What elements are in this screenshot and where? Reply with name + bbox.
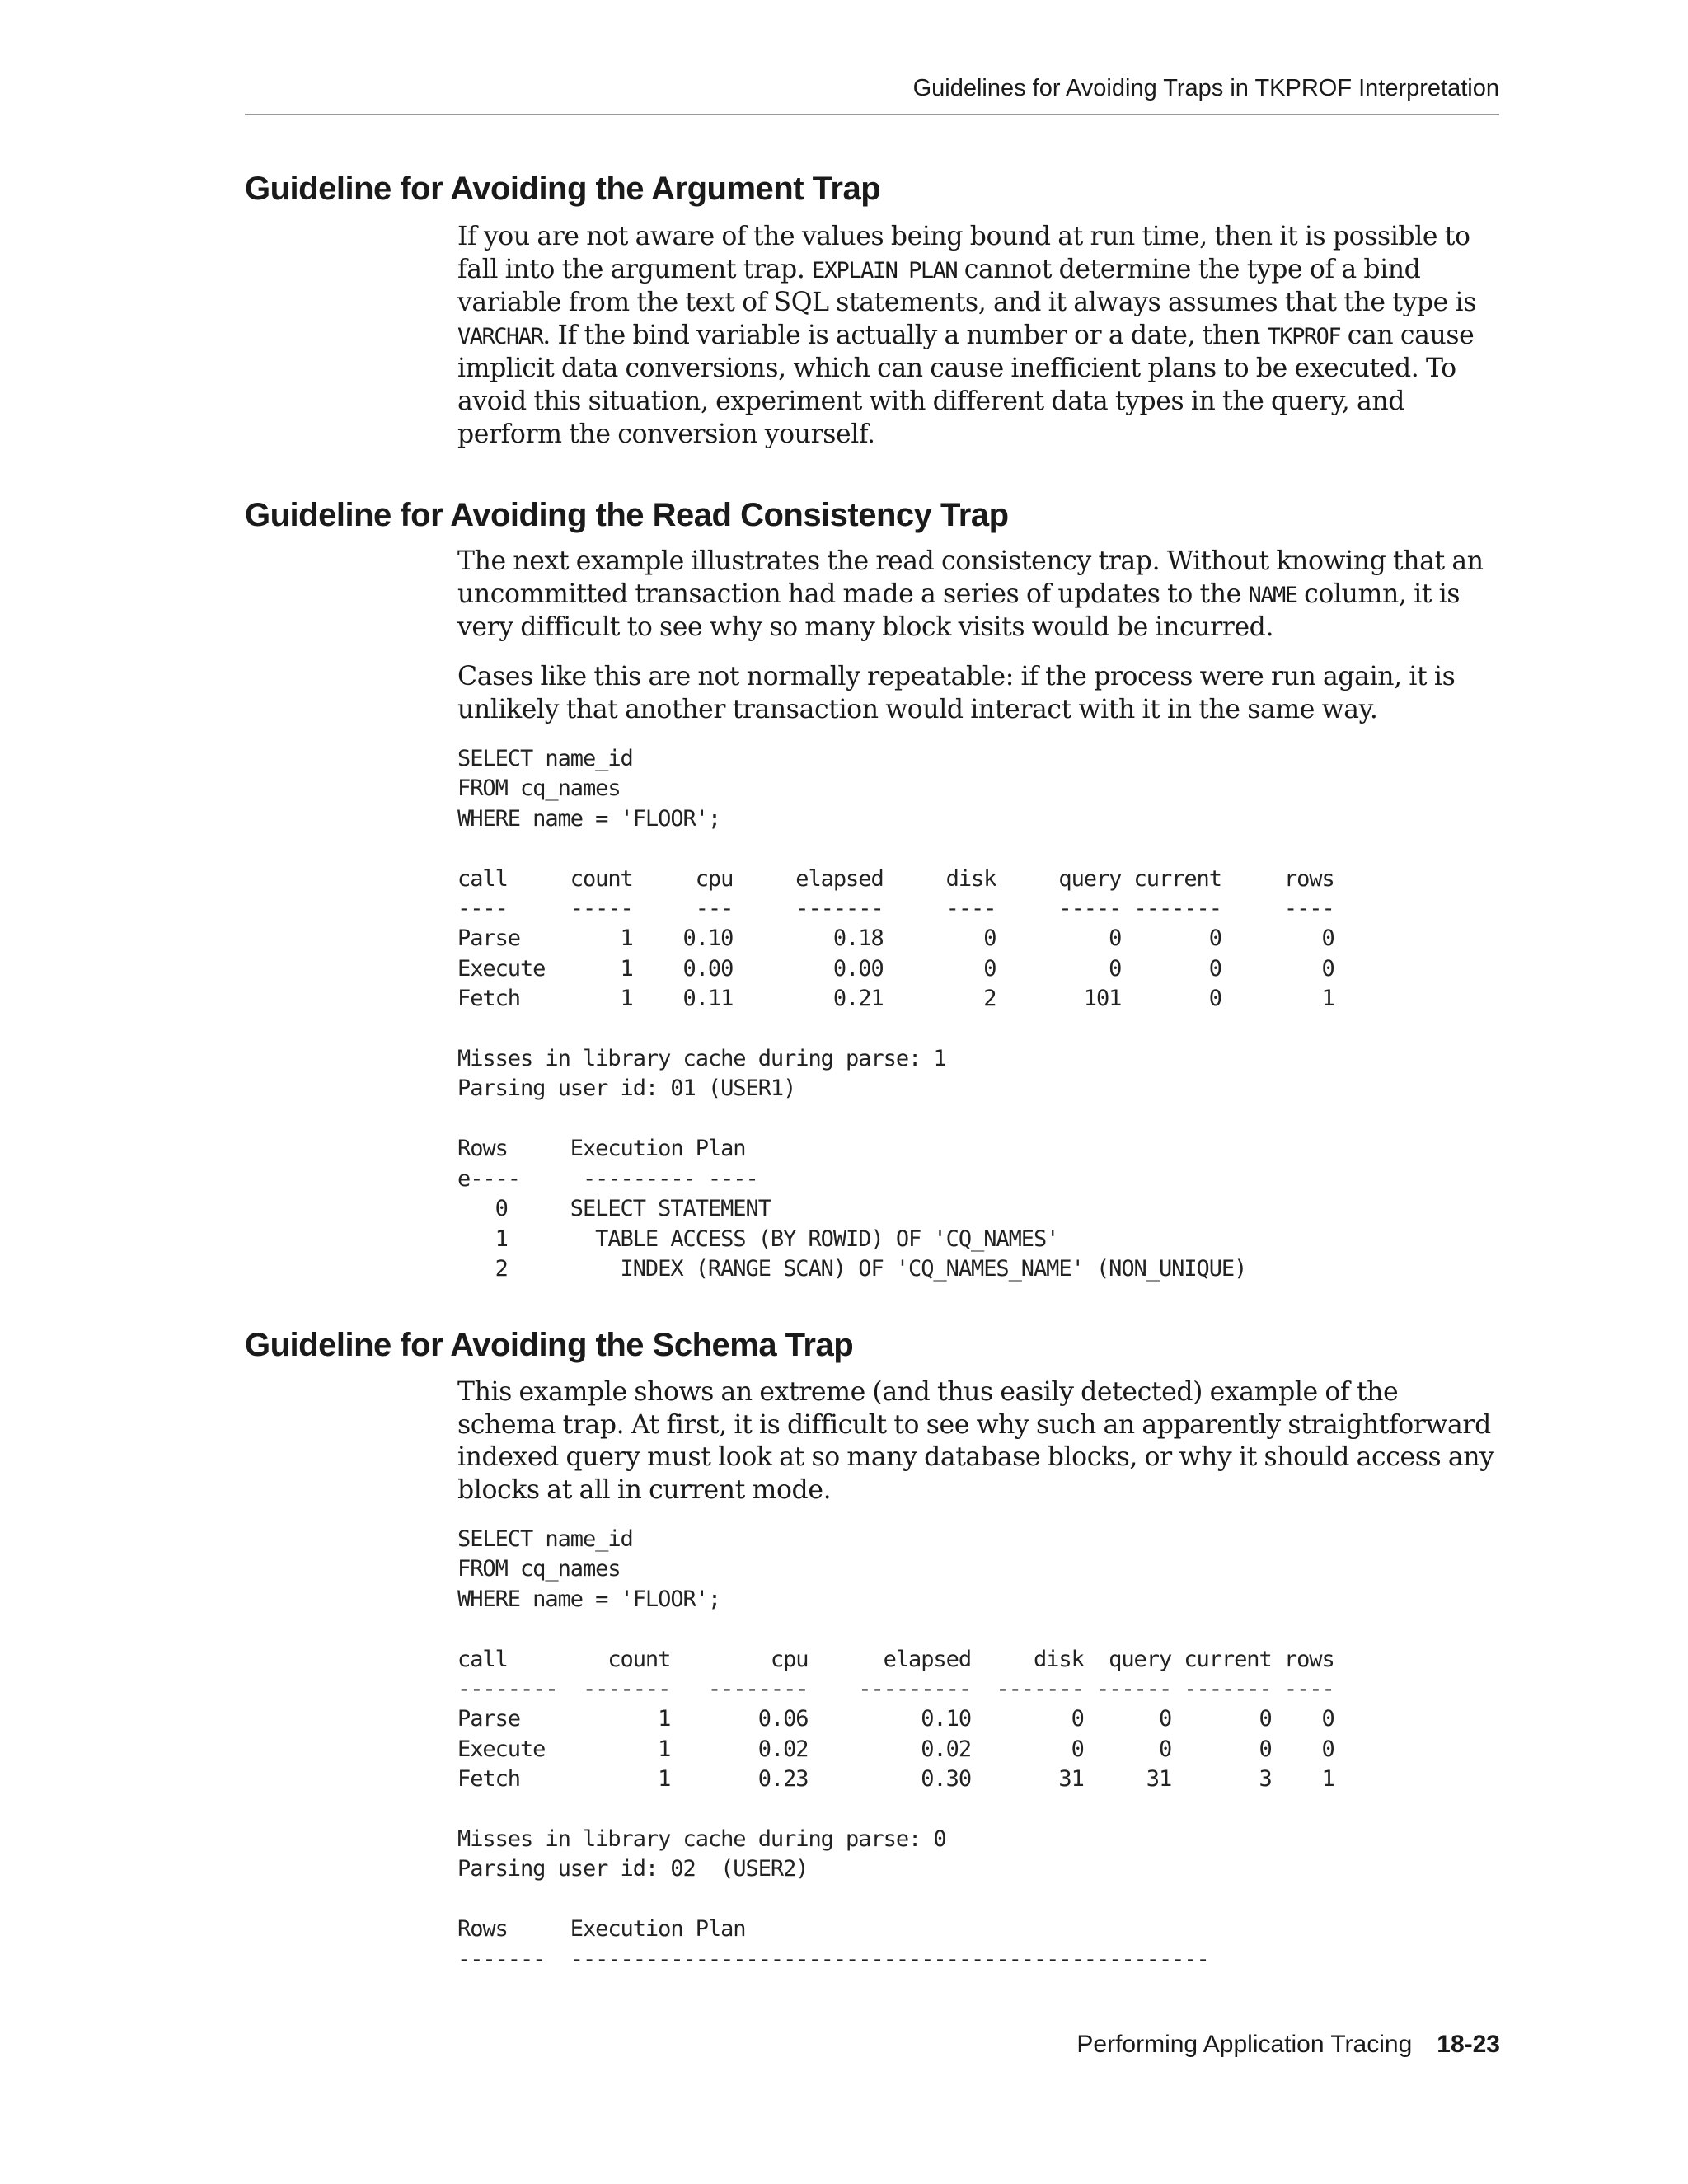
read-consistency-code-example: SELECT name_id FROM cq_names WHERE name = 'FLOOR'; call count cpu elapsed disk query current rows ---- ----- --- ------- ---- ----- ------- ---- Parse 1 0.10 0.18 0 0 0 0 Execute 1 0.00 0.00 0 0 0 0 Fetch 1 0.11 0.21 2 101 0 1 Misses in library cache during parse: 1 Parsing user id: 01 (USER1) Rows Execution Plan e---- --------- ---- 0 SELECT STATEMENT 1 TABLE ACCESS (BY ROWID) OF 'CQ_NAMES' 2 INDEX (RANGE SCAN) OF 'CQ_NAMES_NAME' (NON_UNIQUE) bbox=[457, 746, 1334, 1282]
running-head-text: Guidelines for Avoiding Traps in TKPROF Interpretation bbox=[912, 75, 1499, 101]
paragraph-text: If you are not aware of the values being bound at run time, then it is possible to fall into the argument trap. bbox=[457, 222, 1470, 284]
read-consistency-paragraph-2: Cases like this are not normally repeatable: if the process were run again, it is unlikely that another transaction would interact with it in the same way. bbox=[457, 662, 1456, 724]
paragraph-text: column, it is very difficult to see why so many block visits would be incurred. bbox=[457, 579, 1461, 643]
running-head bbox=[245, 74, 1499, 115]
section-heading-read-consistency-trap: Guideline for Avoiding the Read Consistency Trap bbox=[245, 497, 1009, 533]
read-consistency-paragraph-1 bbox=[457, 546, 1498, 644]
paragraph-text: cannot determine the type of a bind variable from the text of SQL statements, and it always assumes that the type is bbox=[457, 254, 1476, 318]
inline-code: NAME bbox=[1248, 582, 1297, 608]
inline-code: TKPROF bbox=[1267, 323, 1341, 349]
paragraph-text: The next example illustrates the read consistency trap. Without knowing that an uncommitted transaction had made a series of updates to the bbox=[457, 546, 1484, 609]
page-footer bbox=[1076, 2030, 1500, 2060]
inline-code: VARCHAR bbox=[457, 323, 543, 349]
section-heading-schema-trap: Guideline for Avoiding the Schema Trap bbox=[245, 1327, 854, 1363]
inline-code: EXPLAIN PLAN bbox=[812, 257, 958, 284]
paragraph-text: can cause implicit data conversions, which can cause inefficient plans to be executed. To avoid this situation, experiment with different data types in the query, and perform the conversion yourself. bbox=[457, 320, 1475, 449]
footer-title: Performing Application Tracing bbox=[1076, 2031, 1413, 2058]
section-heading-argument-trap: Guideline for Avoiding the Argument Trap bbox=[245, 171, 881, 207]
argument-trap-paragraph bbox=[457, 221, 1498, 451]
page-number: 18-23 bbox=[1437, 2031, 1500, 2058]
schema-trap-paragraph: This example shows an extreme (and thus easily detected) example of the schema trap. At first, it is difficult to see why such an apparently straightforward indexed query must look at so many database blocks, or why it should access any blocks at all in current mode. bbox=[457, 1377, 1494, 1505]
paragraph-text: . If the bind variable is actually a number or a date, then bbox=[542, 320, 1268, 350]
schema-trap-code-example: SELECT name_id FROM cq_names WHERE name = 'FLOOR'; call count cpu elapsed disk query current rows -------- ------- -------- --------- ------- ------ ------- ---- Parse 1 0.06 0.10 0 0 0 0 Execute 1 0.02 0.02 0 0 0 0 Fetch 1 0.23 0.30 31 31 3 1 Misses in library cache during parse: 0 Parsing user id: 02 (USER2) Rows Execution Plan ------- --------------------------------------------------- bbox=[457, 1526, 1334, 1972]
